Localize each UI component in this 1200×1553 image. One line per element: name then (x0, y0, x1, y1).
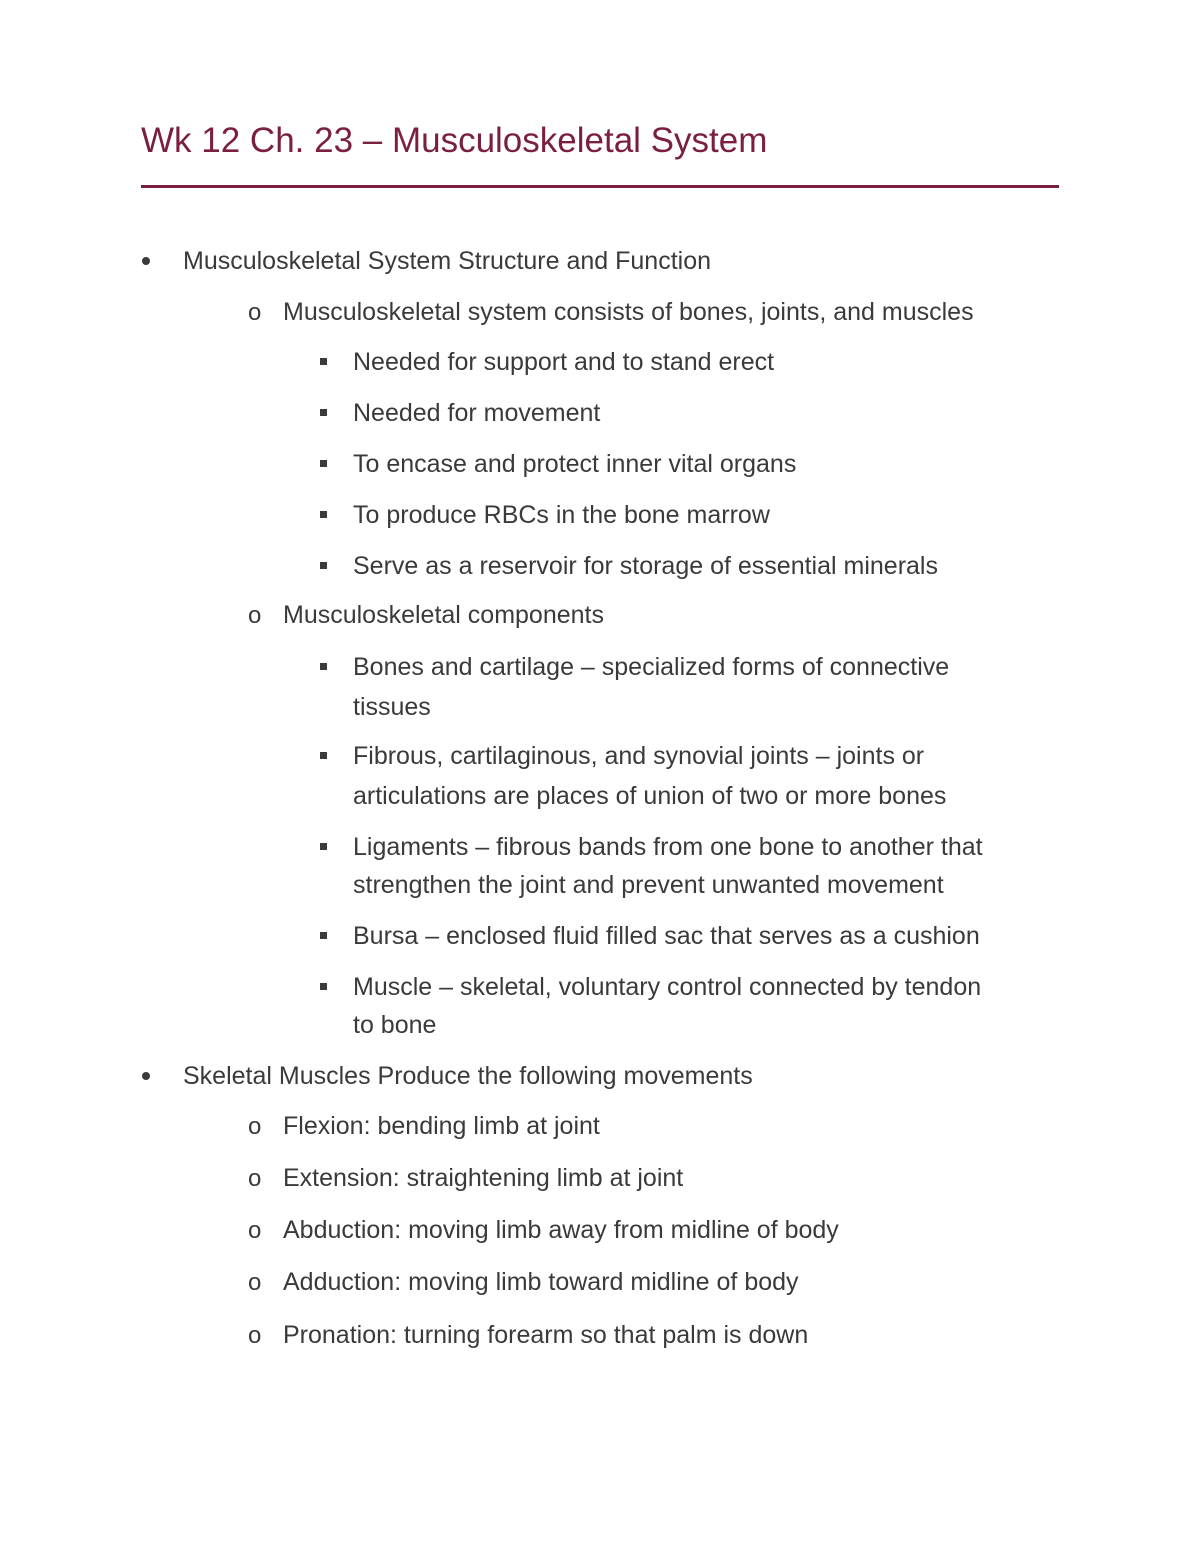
list-item-level2: Abduction: moving limb away from midline of body (283, 1216, 839, 1244)
bullet-square-icon (320, 983, 327, 990)
bullet-square-icon (320, 843, 327, 850)
list-item-level3: Needed for support and to stand erect (353, 348, 775, 376)
title-underline (141, 185, 1059, 188)
page-title: Wk 12 Ch. 23 – Musculoskeletal System (141, 121, 768, 160)
list-item-level3-continued: strengthen the joint and prevent unwanted movement (353, 871, 944, 899)
bullet-square-icon (320, 460, 327, 467)
bullet-square-icon (320, 409, 327, 416)
list-item-level3: To produce RBCs in the bone marrow (353, 501, 770, 529)
bullet-square-icon (320, 562, 327, 569)
list-item-level3: Bursa – enclosed fluid filled sac that serves as a cushion (353, 922, 980, 950)
list-item-level3: Ligaments – fibrous bands from one bone to another that (353, 833, 983, 861)
list-item-level2: Musculoskeletal components (283, 601, 604, 629)
list-item-level3-continued: articulations are places of union of two or more bones (353, 782, 947, 810)
list-item-level3: Fibrous, cartilaginous, and synovial joints – joints or (353, 742, 925, 770)
bullet-circle-marker: o (248, 602, 262, 629)
bullet-circle-marker: o (248, 1113, 262, 1140)
bullet-square-icon (320, 663, 327, 670)
list-item-level2: Pronation: turning forearm so that palm is down (283, 1321, 809, 1349)
list-item-level3: Muscle – skeletal, voluntary control connected by tendon (353, 973, 982, 1001)
list-item-level3: To encase and protect inner vital organs (353, 450, 797, 478)
list-item-level1: Musculoskeletal System Structure and Function (183, 247, 712, 275)
bullet-circle-marker: o (248, 1217, 262, 1244)
list-item-level3-continued: tissues (353, 693, 431, 721)
list-item-level2: Musculoskeletal system consists of bones, joints, and muscles (283, 298, 974, 326)
bullet-dot-icon (142, 257, 150, 265)
list-item-level3-continued: to bone (353, 1011, 437, 1039)
list-item-level2: Extension: straightening limb at joint (283, 1164, 684, 1192)
list-item-level2: Flexion: bending limb at joint (283, 1112, 600, 1140)
list-item-level3: Needed for movement (353, 399, 601, 427)
bullet-square-icon (320, 358, 327, 365)
bullet-circle-marker: o (248, 1165, 262, 1192)
bullet-circle-marker: o (248, 1322, 262, 1349)
list-item-level1: Skeletal Muscles Produce the following movements (183, 1062, 753, 1090)
bullet-dot-icon (142, 1072, 150, 1080)
list-item-level3: Bones and cartilage – specialized forms of connective (353, 653, 950, 681)
bullet-circle-marker: o (248, 299, 262, 326)
bullet-circle-marker: o (248, 1269, 262, 1296)
list-item-level2: Adduction: moving limb toward midline of body (283, 1268, 799, 1296)
list-item-level3: Serve as a reservoir for storage of essential minerals (353, 552, 938, 580)
bullet-square-icon (320, 511, 327, 518)
bullet-square-icon (320, 752, 327, 759)
bullet-square-icon (320, 932, 327, 939)
